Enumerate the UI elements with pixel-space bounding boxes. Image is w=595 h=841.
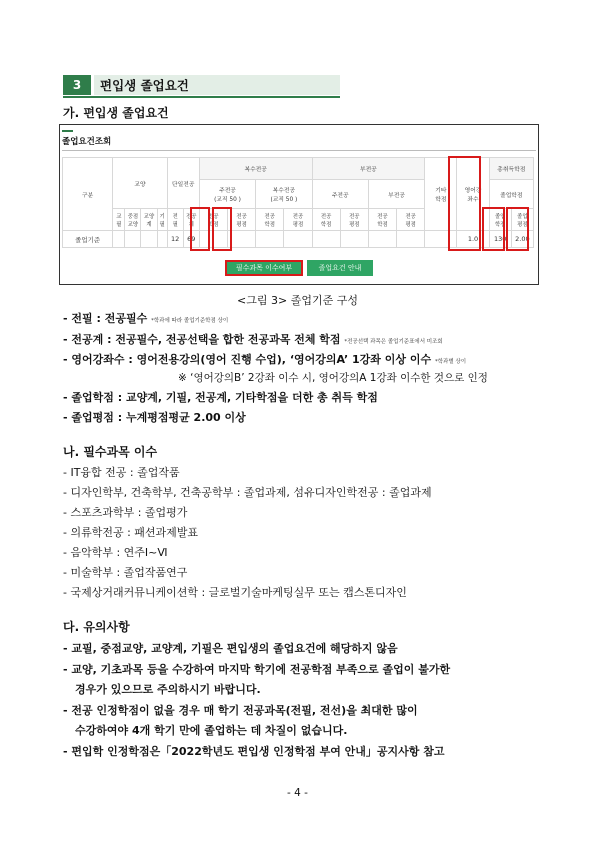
subcol-bd-gpa: 전공 평점 [284,209,312,231]
header-bujeon: 부전공 [312,158,425,180]
subcol-jm-credit: 전공 학점 [312,209,340,231]
section-title: 편입생 졸업요건 [94,75,340,95]
value-jeonpil: 12 [167,231,183,248]
required-item: - 의류학전공 : 패션과제발표 [63,526,199,539]
caution-item: - 편입학 인정학점은「2022학년도 편입생 인정학점 부여 안내」공지사항 참고 [63,745,445,758]
required-item: - 미술학부 : 졸업작품연구 [63,566,188,579]
subcol-jungjeom: 중점 교양 [125,209,141,231]
title-divider [62,150,536,151]
highlight-english [448,156,481,251]
def-english-note: ※ ‘영어강의B’ 2강좌 이수 시, 영어강의A 1강좌 이수한 것으로 인정 [178,372,488,384]
header-gita: 기타 학점 [425,158,457,231]
subcol-bd-credit: 전공 학점 [256,209,284,231]
subcol-jeonpil: 전 필 [167,209,183,231]
header-english: 영어강 좌수 [457,158,489,231]
header-bujeon-minor: 부전공 [368,180,424,209]
subcol-jeongonggye: 전공 계 [183,209,199,231]
caution-item: - 전공 인정학점이 없을 경우 매 학기 전공과목(전필, 전선)을 최대한 많이 [63,704,418,717]
required-item: - 스포츠과학부 : 졸업평가 [63,506,188,519]
subcol-bm-credit: 전공 학점 [199,209,227,231]
section-number: 3 [63,75,91,95]
figure-caption: <그림 3> 졸업기준 구성 [237,294,358,307]
def-english: - 영어강좌수 : 영어전용강의(영어 진행 수업), ‘영어강의A’ 1강좌 이상 이수 *학과별 상이 [63,353,467,366]
highlight-grad-gpa [506,207,529,251]
def-jeonpil: - 전필 : 전공필수 *학과에 따라 졸업기준학점 상이 [63,312,229,325]
section-underline [63,96,340,98]
header-boksu: 복수전공 [199,158,312,180]
subcol-jn-gpa: 전공 평점 [397,209,425,231]
header-boksu-major: 주전공 (교직 50 ) [199,180,255,209]
subcol-gyoyanggye: 교양 계 [141,209,157,231]
subheading-a: 가. 편입생 졸업요건 [63,106,169,120]
value-grad-gpa: 2.00 [511,231,533,248]
header-gyoyang: 교양 [113,158,167,209]
value-grad-credit: 130 [489,231,511,248]
lookup-title: 졸업요건조회 [62,137,112,147]
highlight-grad-credit [482,207,505,251]
highlight-jeongonggye [212,207,232,251]
required-course-check-button[interactable]: 필수과목 이수여부 [225,260,303,276]
header-bujeon-major: 주전공 [312,180,368,209]
subcol-gyopil: 교 필 [113,209,125,231]
row-label: 졸업기준 [63,231,113,248]
page-number: - 4 - [287,787,308,799]
def-grad-gpa: - 졸업평점 : 누계평점평균 2.00 이상 [63,411,246,424]
caution-item: - 교필, 중점교양, 교양계, 기필은 편입생의 졸업요건에 해당하지 않음 [63,642,398,655]
subcol-grad-credit: 졸업 학점 [489,209,511,231]
header-gubun: 구분 [63,158,113,231]
required-item: - 음악학부 : 연주Ⅰ~Ⅵ [63,546,168,559]
graduation-guide-button[interactable]: 졸업요건 안내 [307,260,373,276]
header-danil: 단일전공 [167,158,199,209]
subcol-jm-gpa: 전공 평점 [340,209,368,231]
subheading-b: 나. 필수과목 이수 [63,445,158,459]
caution-item-cont: 수강하여야 4개 학기 만에 졸업하는 데 차질이 없습니다. [75,724,348,737]
header-boksu-double: 복수전공 (교직 50 ) [256,180,312,209]
caution-item-cont: 경우가 있으므로 주의하시기 바랍니다. [75,683,261,696]
required-item: - IT융합 전공 : 졸업작품 [63,466,180,479]
def-grad-credit: - 졸업학점 : 교양계, 기필, 전공계, 기타학점을 더한 총 취득 학점 [63,391,378,404]
value-jeongonggye: 69 [183,231,199,248]
required-item: - 디자인학부, 건축학부, 건축공학부 : 졸업과제, 섬유디자인학전공 : 졸업과제 [63,486,432,499]
title-accent [62,130,73,132]
header-total: 총취득학점 [489,158,533,180]
subheading-c: 다. 유의사항 [63,620,130,634]
required-item: - 국제상거래커뮤니케이션학 : 글로벌기술마케팅실무 또는 캡스톤디자인 [63,586,407,599]
subcol-grad-gpa: 졸업 평점 [511,209,533,231]
def-jeongonggye: - 전공계 : 전공필수, 전공선택을 합한 전공과목 전체 학점 *전공선택 과목은 졸업기준표에서 미조회 [63,333,443,346]
subcol-jn-credit: 전공 학점 [368,209,396,231]
caution-item: - 교양, 기초과목 등을 수강하여 마지막 학기에 전공학점 부족으로 졸업이 불가한 [63,663,451,676]
subcol-gipil: 기 필 [157,209,167,231]
header-total-grad: 졸업학점 [489,180,533,209]
highlight-jeonpil [190,207,210,251]
value-english: 1.0 [457,231,489,248]
subcol-bm-gpa: 전공 평점 [228,209,256,231]
